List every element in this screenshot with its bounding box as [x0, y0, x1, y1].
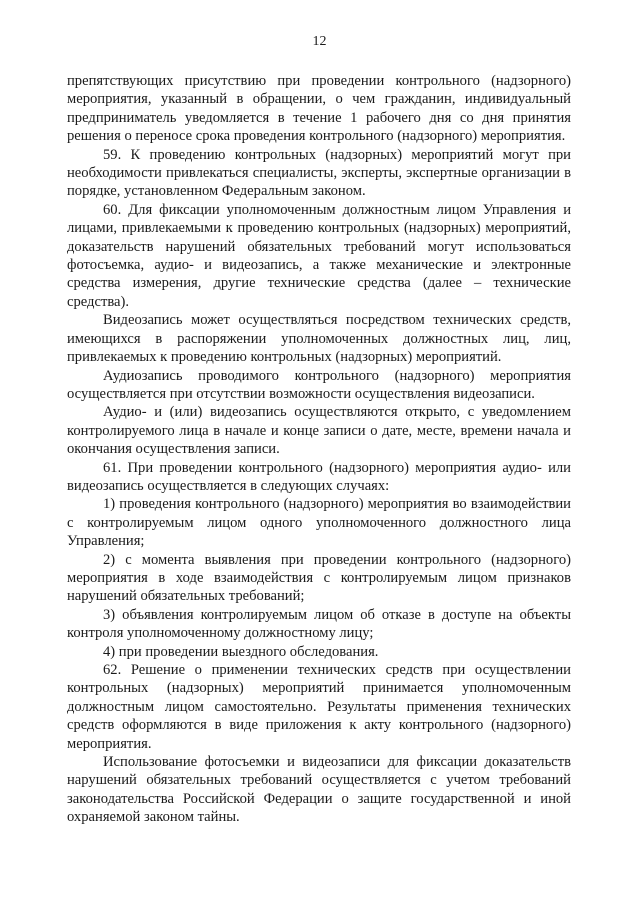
page-number: 12	[312, 34, 327, 49]
paragraph: Использование фотосъемки и видеозаписи для фиксации доказательств нарушений обязательных требований осуществляется с учетом требований законодательства Российской Федерации о защите государственной и иной охраняемой законом тайны.	[67, 754, 571, 826]
paragraph: 1) проведения контрольного (надзорного) мероприятия во взаимодействии с контролируемым лицом одного уполномоченного должностного лица Управления;	[67, 496, 571, 550]
paragraph: 59. К проведению контрольных (надзорных) мероприятий могут при необходимости привлекаться специалисты, эксперты, экспертные организации в порядке, установленном Федеральным законом.	[67, 146, 571, 200]
document-body	[67, 72, 571, 827]
paragraph: 61. При проведении контрольного (надзорного) мероприятия аудио- или видеозапись осуществляется в следующих случаях:	[67, 459, 571, 494]
paragraph: Видеозапись может осуществляться посредством технических средств, имеющихся в распоряжении уполномоченных должностных лиц, лиц, привлекаемых к проведению контрольных (надзорных) мероприятий.	[67, 312, 571, 366]
paragraph: 4) при проведении выездного обследования.	[103, 643, 379, 660]
paragraph: 60. Для фиксации уполномоченным должностным лицом Управления и лицами, привлекаемыми к проведению контрольных (надзорных) мероприятий, доказательств нарушений обязательных требований могут использоваться фотосъемка, аудио- и видеозапись, а также механические и электронные средства измерения, другие технические средства (далее – технические средства).	[67, 201, 571, 310]
paragraph: Аудиозапись проводимого контрольного (надзорного) мероприятия осуществляется при отсутствии возможности осуществления видеозаписи.	[67, 367, 571, 402]
paragraph: препятствующих присутствию при проведении контрольного (надзорного) мероприятия, указанный в обращении, о чем гражданин, индивидуальный предприниматель уведомляется в течение 1 рабочего дня со дня принятия решения о переносе срока проведения контрольного (надзорного) мероприятия.	[67, 73, 571, 145]
paragraph: Аудио- и (или) видеозапись осуществляются открыто, с уведомлением контролируемого лица в начале и конце записи о дате, месте, времени начала и окончания осуществления записи.	[67, 404, 571, 458]
paragraph: 2) с момента выявления при проведении контрольного (надзорного) мероприятия в ходе взаимодействия с контролируемым лицом признаков нарушений обязательных требований;	[67, 551, 571, 605]
paragraph: 3) объявления контролируемым лицом об отказе в доступе на объекты контроля уполномоченному должностному лицу;	[67, 606, 571, 642]
paragraph: 62. Решение о применении технических средств при осуществлении контрольных (надзорных) мероприятий принимается уполномоченным должностным лицом самостоятельно. Результаты применения технических средств оформляются в виде приложения к акту контрольного (надзорного) мероприятия.	[67, 662, 571, 752]
